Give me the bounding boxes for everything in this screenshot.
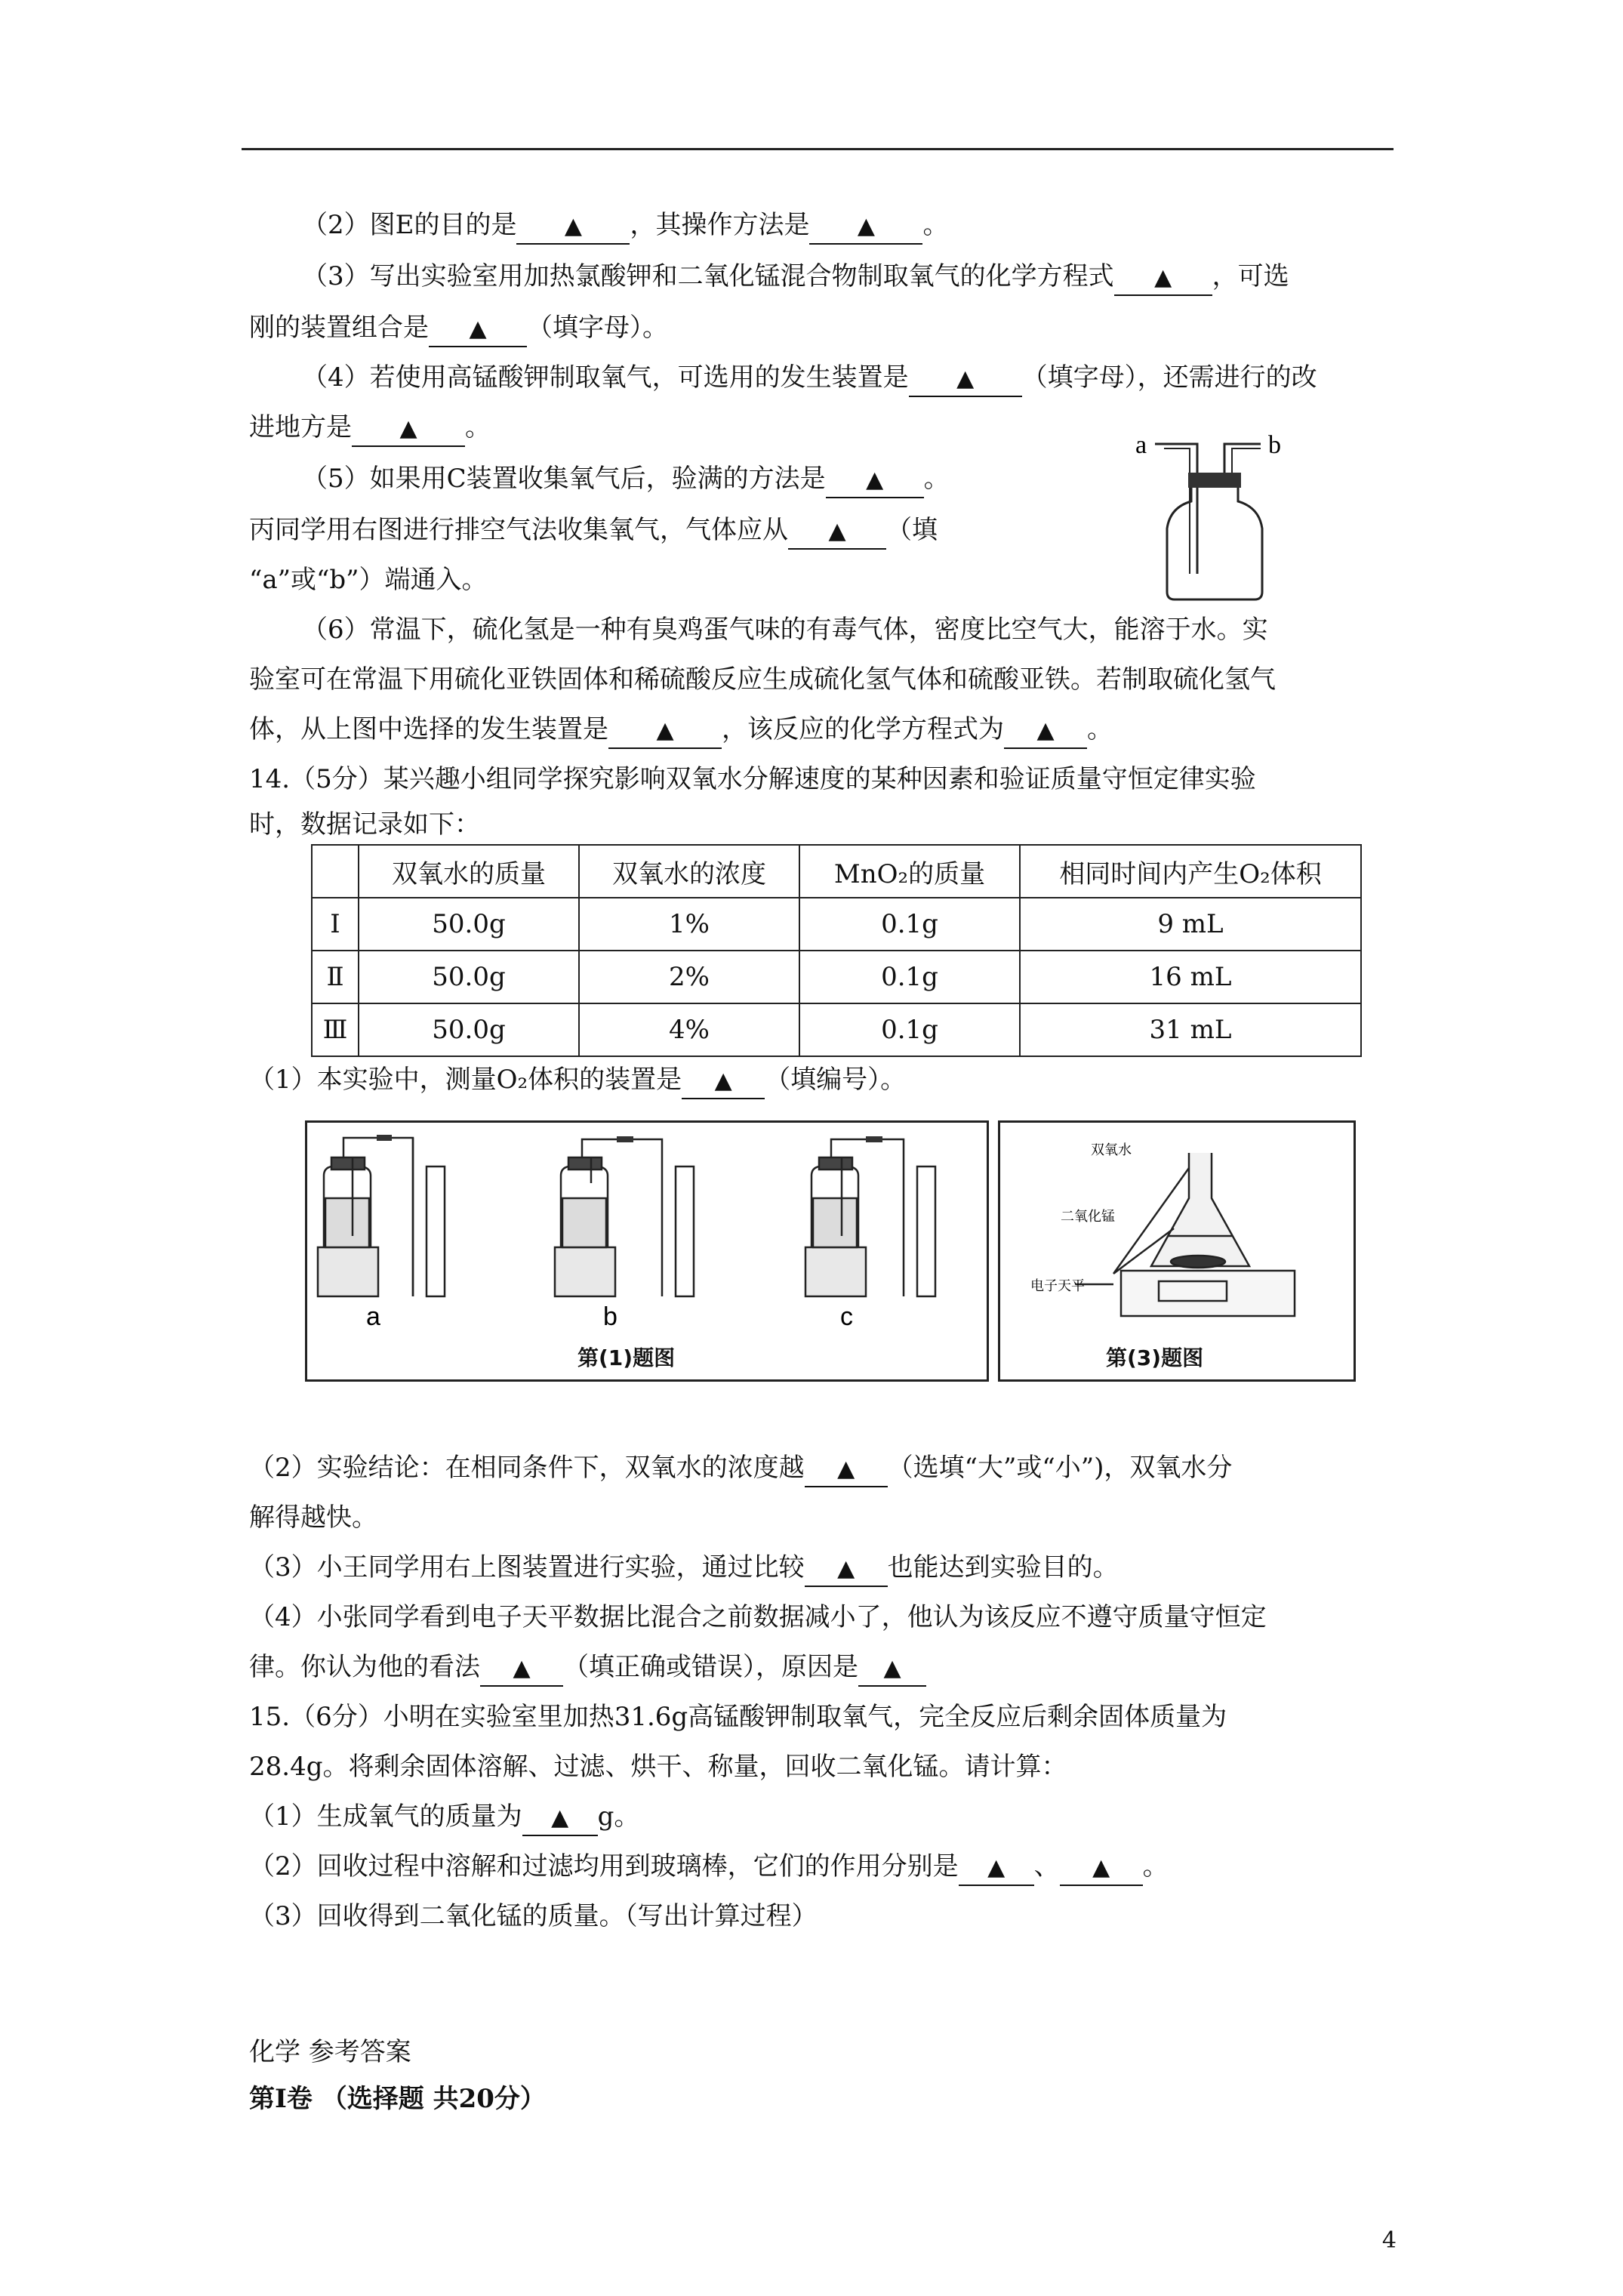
figure-1-apparatus <box>305 1120 989 1382</box>
q13-part5-line2: 丙同学用右图进行排空气法收集氧气，气体应从▲ （填 <box>249 513 938 550</box>
q13-part2: （2）图E的目的是▲ ，其操作方法是▲ 。 <box>302 208 948 245</box>
apparatus-drawing <box>307 1123 987 1379</box>
table-cell: 2% <box>579 951 799 1003</box>
table-cell: Ⅰ <box>312 898 359 951</box>
label-electronic-balance: 电子天平 <box>1030 1278 1085 1294</box>
table-cell: 50.0g <box>359 898 579 951</box>
table-cell: 16 mL <box>1020 951 1361 1003</box>
q14-part2-line2: 解得越快。 <box>249 1502 377 1533</box>
figure-3-balance <box>998 1120 1356 1382</box>
q15-title-line2: 28.4g。将剩余固体溶解、过滤、烘干、称量，回收二氧化锰。请计算： <box>249 1752 1067 1782</box>
table-cell: 0.1g <box>799 898 1020 951</box>
balance-drawing <box>1000 1123 1354 1349</box>
q14-part1: （1）本实验中，测量O₂体积的装置是▲ （填编号）。 <box>249 1063 906 1099</box>
label-hydrogen-peroxide: 双氧水 <box>1091 1142 1132 1158</box>
q13-part6-line2: 验室可在常温下用硫化亚铁固体和稀硫酸反应生成硫化氢气体和硫酸亚铁。若制取硫化氢气 <box>249 664 1276 695</box>
answer-blank[interactable] <box>1060 1850 1143 1886</box>
table-row <box>312 951 1361 1003</box>
q14-title-line2: 时，数据记录如下： <box>249 809 480 840</box>
q14-part2-line1: （2）实验结论：在相同条件下，双氧水的浓度越▲ （选填“大”或“小”)，双氧水分 <box>249 1451 1232 1487</box>
q13-part5-line1: （5）如果用C装置收集氧气后，验满的方法是▲ 。 <box>302 462 950 498</box>
answer-blank[interactable] <box>826 462 924 498</box>
table-row <box>312 1003 1361 1056</box>
table-header-row <box>312 845 1361 898</box>
q15-part3: （3）回收得到二氧化锰的质量。（写出计算过程） <box>249 1901 818 1931</box>
table-cell: 1% <box>579 898 799 951</box>
answer-blank[interactable] <box>429 311 527 347</box>
figure-1-caption: 第(1)题图 <box>577 1345 676 1370</box>
q13-part6-line3: 体，从上图中选择的发生装置是▲ ，该反应的化学方程式为▲ 。 <box>249 713 1113 749</box>
answer-blank[interactable] <box>858 1650 926 1687</box>
answer-blank[interactable] <box>809 208 922 245</box>
gas-bottle-figure <box>1125 423 1321 604</box>
setup-label-c: c <box>840 1302 853 1331</box>
answer-blank[interactable] <box>788 513 886 550</box>
figure-3-caption: 第(3)题图 <box>1106 1345 1204 1370</box>
q13-part4-line2: 进地方是▲ 。 <box>249 411 491 447</box>
table-header: 相同时间内产生O₂体积 <box>1020 845 1361 898</box>
setup-label-b: b <box>603 1302 617 1331</box>
bottle-label-a: a <box>1135 431 1147 459</box>
table-cell: Ⅱ <box>312 951 359 1003</box>
q14-title-line1: 14.（5分）某兴趣小组同学探究影响双氧水分解速度的某种因素和验证质量守恒定律实验 <box>249 764 1256 794</box>
q13-part3-line1: （3）写出实验室用加热氯酸钾和二氧化锰混合物制取氧气的化学方程式▲ ，可选 <box>302 260 1289 296</box>
answer-blank[interactable] <box>480 1650 563 1687</box>
answer-blank[interactable] <box>959 1850 1034 1886</box>
bottle-label-b: b <box>1268 431 1281 459</box>
q14-part3: （3）小王同学用右上图装置进行实验，通过比较▲ 也能达到实验目的。 <box>249 1551 1119 1587</box>
q15-title-line1: 15.（6分）小明在实验室里加热31.6g高锰酸钾制取氧气，完全反应后剩余固体质量为 <box>249 1702 1227 1732</box>
answer-blank[interactable] <box>1004 713 1087 749</box>
table-cell: 31 mL <box>1020 1003 1361 1056</box>
table-cell: 50.0g <box>359 951 579 1003</box>
answer-blank[interactable] <box>909 361 1022 397</box>
table-cell: 50.0g <box>359 1003 579 1056</box>
answer-blank[interactable] <box>608 713 722 749</box>
q13-part5-line3: “a”或“b”）端通入。 <box>249 565 488 595</box>
q15-part1: （1）生成氧气的质量为▲ g。 <box>249 1800 639 1836</box>
table-header: 双氧水的质量 <box>359 845 579 898</box>
answers-section-title: 第Ⅰ卷 （选择题 共20分） <box>249 2084 546 2114</box>
q15-part2: （2）回收过程中溶解和过滤均用到玻璃棒，它们的作用分别是▲ 、▲ 。 <box>249 1850 1169 1886</box>
table-header: MnO₂的质量 <box>799 845 1020 898</box>
setup-label-a: a <box>366 1302 380 1331</box>
answer-blank[interactable] <box>1114 260 1212 296</box>
answer-blank[interactable] <box>522 1800 598 1836</box>
table-header <box>312 845 359 898</box>
table-header: 双氧水的浓度 <box>579 845 799 898</box>
answers-heading: 化学 参考答案 <box>249 2037 411 2067</box>
table-row <box>312 898 1361 951</box>
q14-part4-line2: 律。你认为他的看法▲ （填正确或错误），原因是▲ <box>249 1650 926 1687</box>
label-manganese-dioxide: 二氧化锰 <box>1061 1209 1115 1225</box>
q13-part3-line2: 刚的装置组合是▲ （填字母）。 <box>249 311 668 347</box>
table-cell: Ⅲ <box>312 1003 359 1056</box>
q13-part4-line1: （4）若使用高锰酸钾制取氧气，可选用的发生装置是▲ （填字母），还需进行的改 <box>302 361 1317 397</box>
table-cell: 0.1g <box>799 951 1020 1003</box>
answer-blank[interactable] <box>805 1451 888 1487</box>
data-table <box>311 844 1362 1057</box>
answer-blank[interactable] <box>682 1063 765 1099</box>
answer-blank[interactable] <box>805 1551 888 1587</box>
answer-blank[interactable] <box>516 208 630 245</box>
table-cell: 4% <box>579 1003 799 1056</box>
header-rule <box>242 148 1394 150</box>
answer-blank[interactable] <box>352 411 465 447</box>
q14-part4-line1: （4）小张同学看到电子天平数据比混合之前数据减小了，他认为该反应不遵守质量守恒定 <box>249 1602 1267 1632</box>
table-cell: 9 mL <box>1020 898 1361 951</box>
page-number: 4 <box>1381 2227 1397 2254</box>
table-cell: 0.1g <box>799 1003 1020 1056</box>
q13-part6-line1: （6）常温下，硫化氢是一种有臭鸡蛋气味的有毒气体，密度比空气大，能溶于水。实 <box>302 615 1268 645</box>
